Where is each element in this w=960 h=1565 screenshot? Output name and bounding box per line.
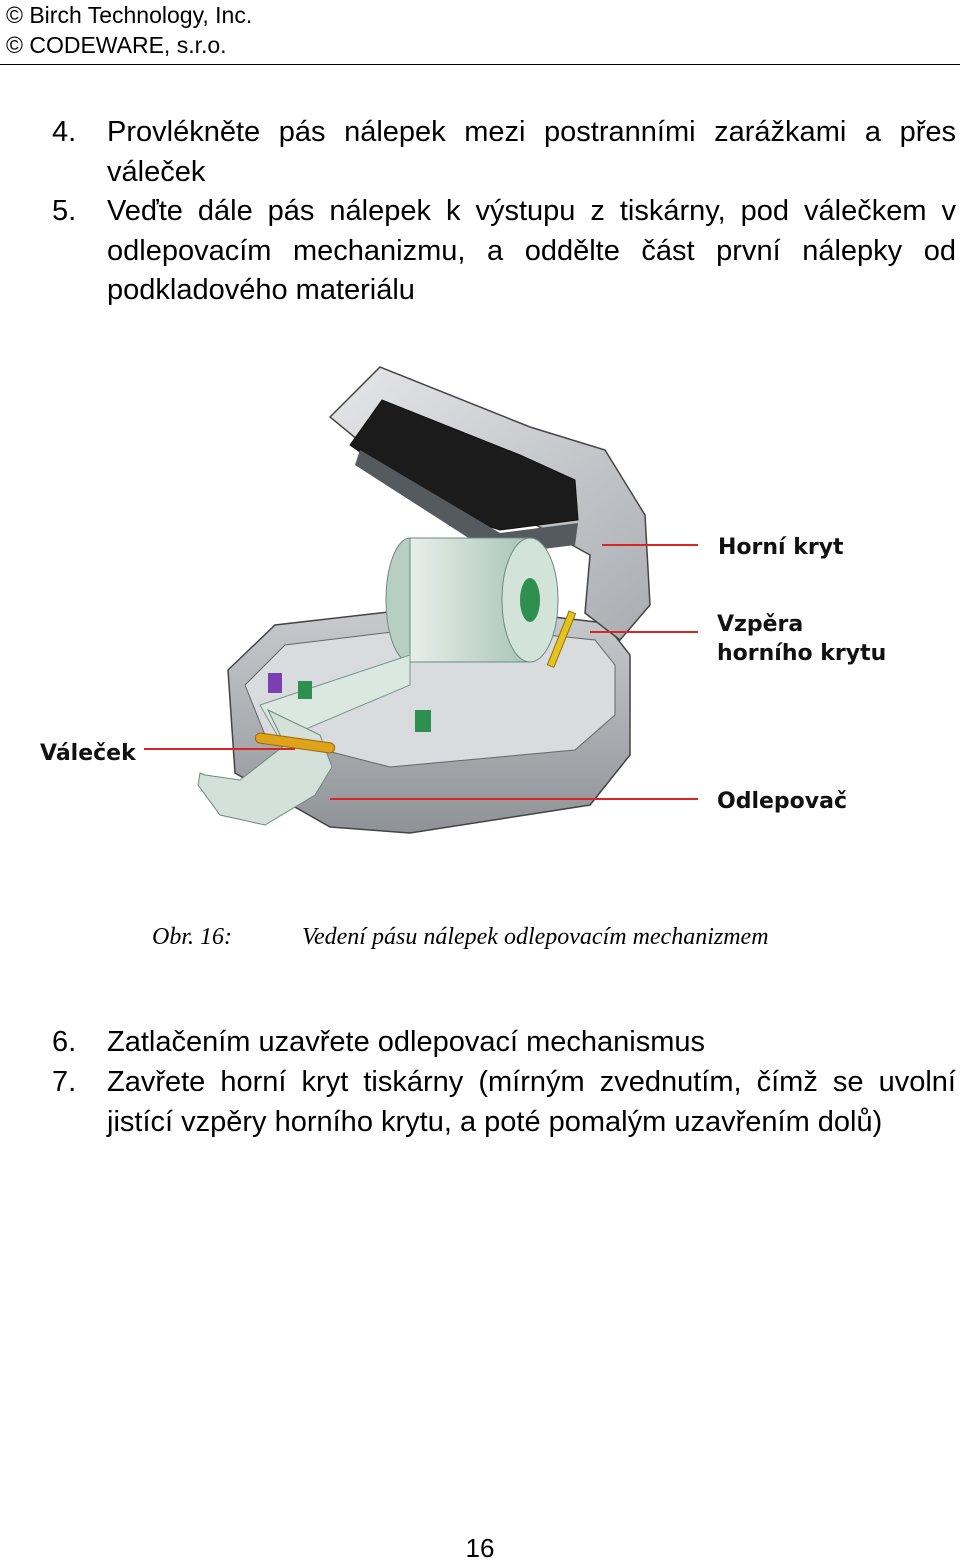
step-text: Zavřete horní kryt tiskárny (mírným zvednutím, čímž se uvolní jistící vzpěry horního krytu, a poté pomalým uzavřením dolů): [107, 1066, 956, 1138]
header-divider: [0, 64, 960, 65]
page-number: 16: [465, 1533, 495, 1563]
step-number: 7.: [52, 1066, 77, 1098]
label-cover-strut-line2: horního krytu: [717, 641, 887, 666]
caption-number: Obr. 16:: [152, 924, 233, 950]
step-6: [52, 1023, 956, 1063]
printer-illustration: [198, 367, 650, 833]
step-number: 4.: [52, 116, 77, 148]
printer-figure: [30, 355, 910, 855]
step-number: 5.: [52, 195, 77, 227]
copyright-birch: © Birch Technology, Inc.: [6, 2, 253, 28]
copyright-codeware: © CODEWARE, s.r.o.: [6, 32, 227, 58]
label-cover-strut-line1: Vzpěra: [717, 612, 804, 637]
label-top-cover: Horní kryt: [718, 535, 844, 560]
label-roller: Váleček: [40, 741, 136, 766]
caption-text: Vedení pásu nálepek odlepovacím mechanizmem: [302, 924, 769, 950]
step-number: 6.: [52, 1026, 77, 1058]
step-5: [52, 192, 956, 311]
step-4: [52, 113, 956, 192]
label-peeler: Odlepovač: [717, 789, 848, 814]
step-text: Zatlačením uzavřete odlepovací mechanismus: [107, 1026, 706, 1058]
page-header: [6, 0, 252, 60]
step-text: Veďte dále pás nálepek k výstupu z tiskárny, pod válečkem v odlepovacím mechanizmu, a oddělte část první nálepky od podkladového materiálu: [107, 195, 956, 306]
step-text: Provlékněte pás nálepek mezi postranními zarážkami a přes váleček: [107, 116, 956, 188]
step-7: [52, 1063, 956, 1142]
